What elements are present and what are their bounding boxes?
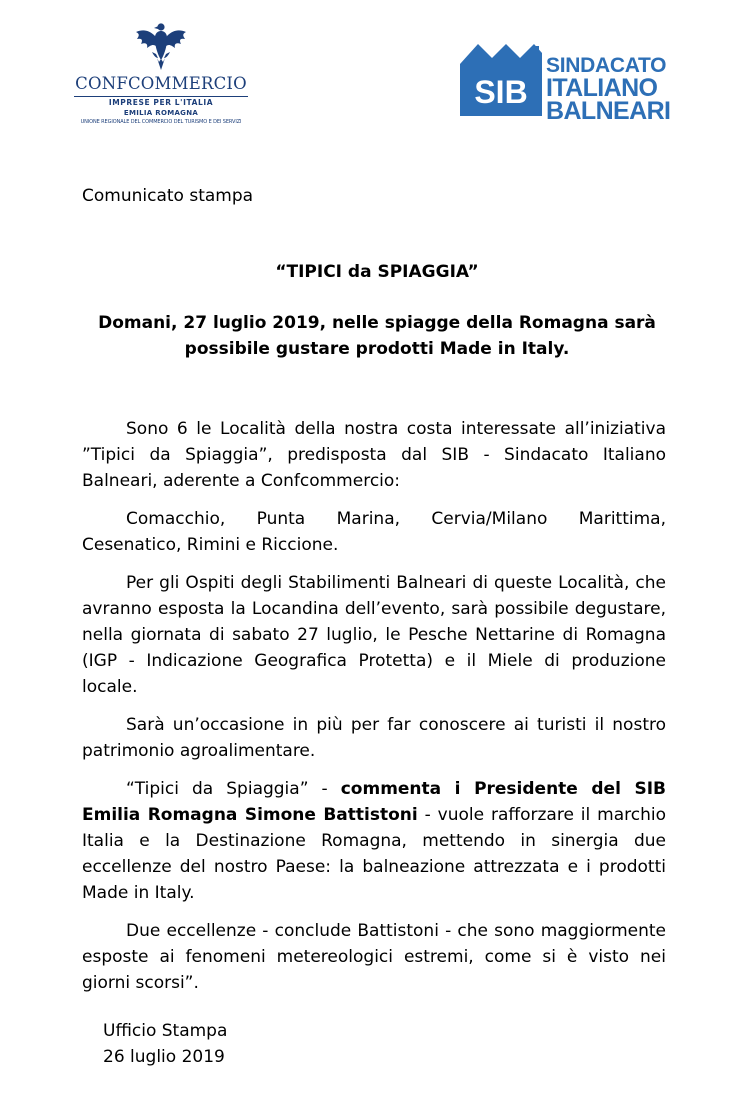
release-date: 26 luglio 2019 bbox=[103, 1047, 225, 1067]
confcommercio-union: UNIONE REGIONALE DEL COMMERCIO DEL TURISMO E DEI SERVIZI bbox=[80, 119, 242, 125]
quote-attribution: commenta i Presidente del SIB Emilia Romagna Simone Battistoni bbox=[82, 779, 666, 825]
paragraph-occasion: Sarà un’occasione in più per far conoscere ai turisti il nostro patrimonio agroalimentare. bbox=[82, 715, 666, 761]
document-label: Comunicato stampa bbox=[82, 186, 254, 206]
sib-logo bbox=[460, 40, 675, 125]
confcommercio-tagline: IMPRESE PER L'ITALIA bbox=[108, 98, 214, 107]
sib-abbr: SIB bbox=[474, 74, 528, 110]
sib-line3: BALNEARI bbox=[546, 97, 671, 125]
sib-line2: ITALIANO bbox=[546, 74, 658, 102]
quote-end: - vuole rafforzare il marchio Italia e la Destinazione Romagna, mettendo in sinergia due eccellenze del nostro Paese: la balneazione attrezzata e i prodotti Made in Italy. bbox=[82, 805, 666, 903]
confcommercio-logo bbox=[70, 22, 252, 130]
document-subtitle bbox=[82, 310, 672, 362]
quote-start: “Tipici da Spiaggia” - bbox=[126, 779, 341, 799]
paragraph-event: Per gli Ospiti degli Stabilimenti Balneari di queste Località, che avranno esposta la Locandina dell’evento, sarà possibile degustare, nella giornata di sabato 27 luglio, le Pesche Nettarine di Romagna (IGP - Indicazione Geografica Protetta) e il Miele di produzione locale. bbox=[82, 573, 666, 697]
paragraph-locations: Comacchio, Punta Marina, Cervia/Milano Marittima, Cesenatico, Rimini e Riccione. bbox=[82, 509, 666, 555]
paragraph-quote bbox=[82, 776, 666, 906]
subtitle-line-2: possibile gustare prodotti Made in Italy. bbox=[184, 339, 570, 359]
eagle-icon bbox=[134, 22, 188, 72]
sib-wordmark bbox=[546, 54, 670, 123]
logo-divider bbox=[74, 96, 248, 97]
confcommercio-name: CONFCOMMERCIO bbox=[75, 74, 247, 93]
document-footer bbox=[103, 1018, 227, 1070]
paragraph-conclusion: Due eccellenze - conclude Battistoni - che sono maggiormente esposte ai fenomeni metereologici estremi, come si è visto nei giorni scorsi”. bbox=[82, 921, 666, 993]
press-office: Ufficio Stampa bbox=[103, 1021, 228, 1041]
sib-line1: SINDACATO bbox=[546, 54, 667, 77]
confcommercio-region: EMILIA ROMAGNA bbox=[123, 109, 199, 117]
document-body bbox=[82, 416, 666, 1008]
document-title: “TIPICI da SPIAGGIA” bbox=[275, 262, 479, 282]
subtitle-line-1: Domani, 27 luglio 2019, nelle spiagge della Romagna sarà bbox=[98, 313, 656, 333]
paragraph-intro: Sono 6 le Località della nostra costa interessate all’iniziativa ”Tipici da Spiaggia”, predisposta dal SIB - Sindacato Italiano Balneari, aderente a Confcommercio: bbox=[82, 419, 666, 491]
house-icon bbox=[460, 40, 542, 116]
